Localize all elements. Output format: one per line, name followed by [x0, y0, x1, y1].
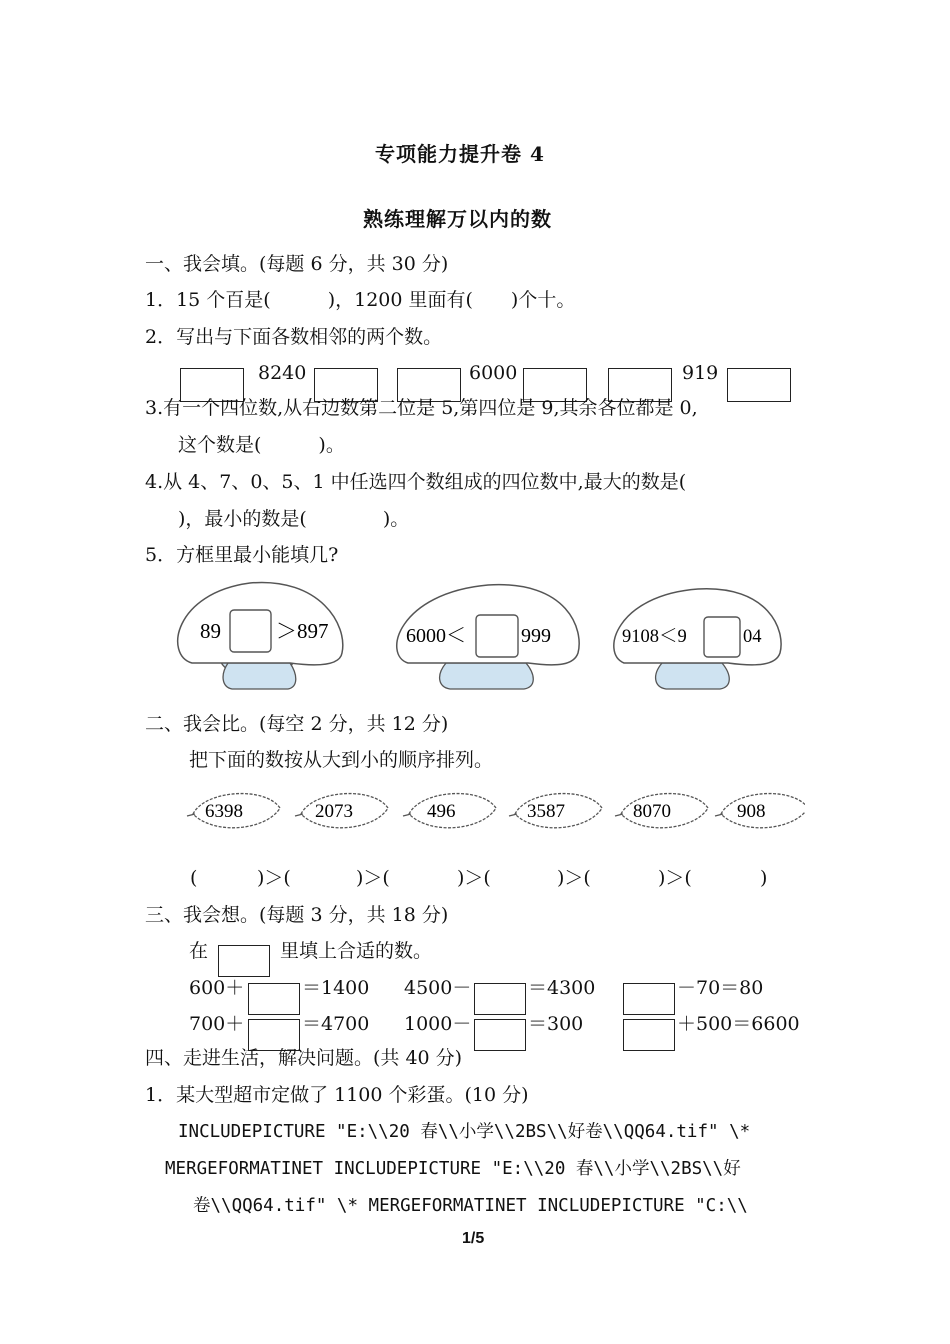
eq5-prefix: 1000－	[404, 1013, 472, 1035]
eq3-suffix: －70＝80	[677, 977, 764, 999]
answer-box[interactable]	[727, 368, 791, 402]
eq1-suffix: ＝1400	[302, 977, 370, 999]
mushroom-1-left: 89	[200, 619, 221, 643]
eq2-prefix: 4500－	[404, 977, 472, 999]
eq1-prefix: 600＋	[189, 977, 245, 999]
section3-instruction-before: 在	[189, 940, 209, 962]
eq2-suffix: ＝4300	[528, 977, 596, 999]
field-code-line3: 卷\\QQ64.tif" \* MERGEFORMATINET INCLUDEPICTURE "C:\\	[193, 1196, 748, 1216]
field-code-line2: MERGEFORMATINET INCLUDEPICTURE "E:\\20 春\\小学\\2BS\\好	[165, 1159, 741, 1179]
leaf-5-value: 8070	[633, 801, 671, 822]
question-4-1: 1．某大型超市定做了 1100 个彩蛋。(10 分)	[145, 1084, 529, 1106]
mushroom-2-right: 999	[521, 625, 551, 647]
section4-heading: 四、走进生活，解决问题。(共 40 分)	[145, 1047, 463, 1069]
number-919: 919	[682, 362, 719, 384]
number-8240: 8240	[258, 362, 307, 384]
question-1-5: 5．方框里最小能填几?	[145, 544, 339, 566]
order-token: )＞(	[356, 867, 390, 889]
order-token: )＞(	[557, 867, 591, 889]
leaf-3-value: 496	[427, 801, 456, 822]
page-title: 专项能力提升卷 4	[375, 142, 545, 166]
leaf-2-value: 2073	[315, 801, 353, 822]
mushroom-1-right: ＞897	[276, 619, 329, 643]
order-token: (	[190, 867, 198, 889]
answer-box[interactable]	[474, 983, 526, 1015]
question-1-4-line1: 4.从 4、7、0、5、1 中任选四个数组成的四位数中,最大的数是(	[145, 471, 687, 493]
question-1-1: 1．15 个百是( )，1200 里面有( )个十。	[145, 289, 576, 311]
leaf-4	[509, 794, 602, 828]
section2-heading: 二、我会比。(每空 2 分，共 12 分)	[145, 713, 449, 735]
question-1-2: 2．写出与下面各数相邻的两个数。	[145, 326, 443, 348]
question-1-4-line2: )，最小的数是( )。	[178, 508, 410, 530]
order-token: )＞(	[457, 867, 491, 889]
leaf-1-value: 6398	[205, 801, 243, 822]
page-subtitle: 熟练理解万以内的数	[363, 207, 552, 231]
answer-box[interactable]	[474, 1019, 526, 1051]
page-number: 1/5	[462, 1230, 485, 1247]
mushroom-3	[614, 589, 781, 689]
section1-heading: 一、我会填。(每题 6 分，共 30 分)	[145, 253, 449, 275]
mushroom-2-left: 6000＜	[406, 625, 466, 647]
leaf-1	[187, 794, 280, 828]
number-6000: 6000	[469, 362, 518, 384]
answer-box[interactable]	[623, 983, 675, 1015]
eq4-prefix: 700＋	[189, 1013, 245, 1035]
mushroom-1	[178, 582, 343, 689]
section3-heading: 三、我会想。(每题 3 分，共 18 分)	[145, 904, 449, 926]
mushroom-figure	[170, 575, 790, 700]
eq6-suffix: ＋500＝6600	[677, 1013, 800, 1035]
order-token: )＞(	[658, 867, 692, 889]
section3-instruction-after: 里填上合适的数。	[280, 940, 433, 962]
order-token: )＞(	[257, 867, 291, 889]
mushroom-3-left: 9108＜9	[622, 627, 687, 647]
order-token: )	[760, 867, 768, 889]
leaf-5	[615, 794, 708, 828]
mushroom-3-right: 04	[743, 627, 762, 647]
question-1-3-line2: 这个数是( )。	[178, 434, 345, 456]
leaf-6-value: 908	[737, 801, 766, 822]
sample-box	[218, 945, 270, 977]
section2-instruction: 把下面的数按从大到小的顺序排列。	[189, 749, 494, 771]
leaf-3	[403, 794, 496, 828]
leaf-6	[715, 794, 805, 828]
leaves-figure	[185, 782, 805, 840]
eq4-suffix: ＝4700	[302, 1013, 370, 1035]
field-code-line1: INCLUDEPICTURE "E:\\20 春\\小学\\2BS\\好卷\\QQ64.tif" \*	[178, 1122, 751, 1142]
question-1-3-line1: 3.有一个四位数,从右边数第二位是 5,第四位是 9,其余各位都是 0,	[145, 397, 698, 419]
mushroom-2	[397, 585, 579, 689]
eq5-suffix: ＝300	[528, 1013, 584, 1035]
leaf-4-value: 3587	[527, 801, 565, 822]
leaf-2	[295, 794, 388, 828]
answer-box[interactable]	[248, 983, 300, 1015]
answer-box[interactable]	[623, 1019, 675, 1051]
